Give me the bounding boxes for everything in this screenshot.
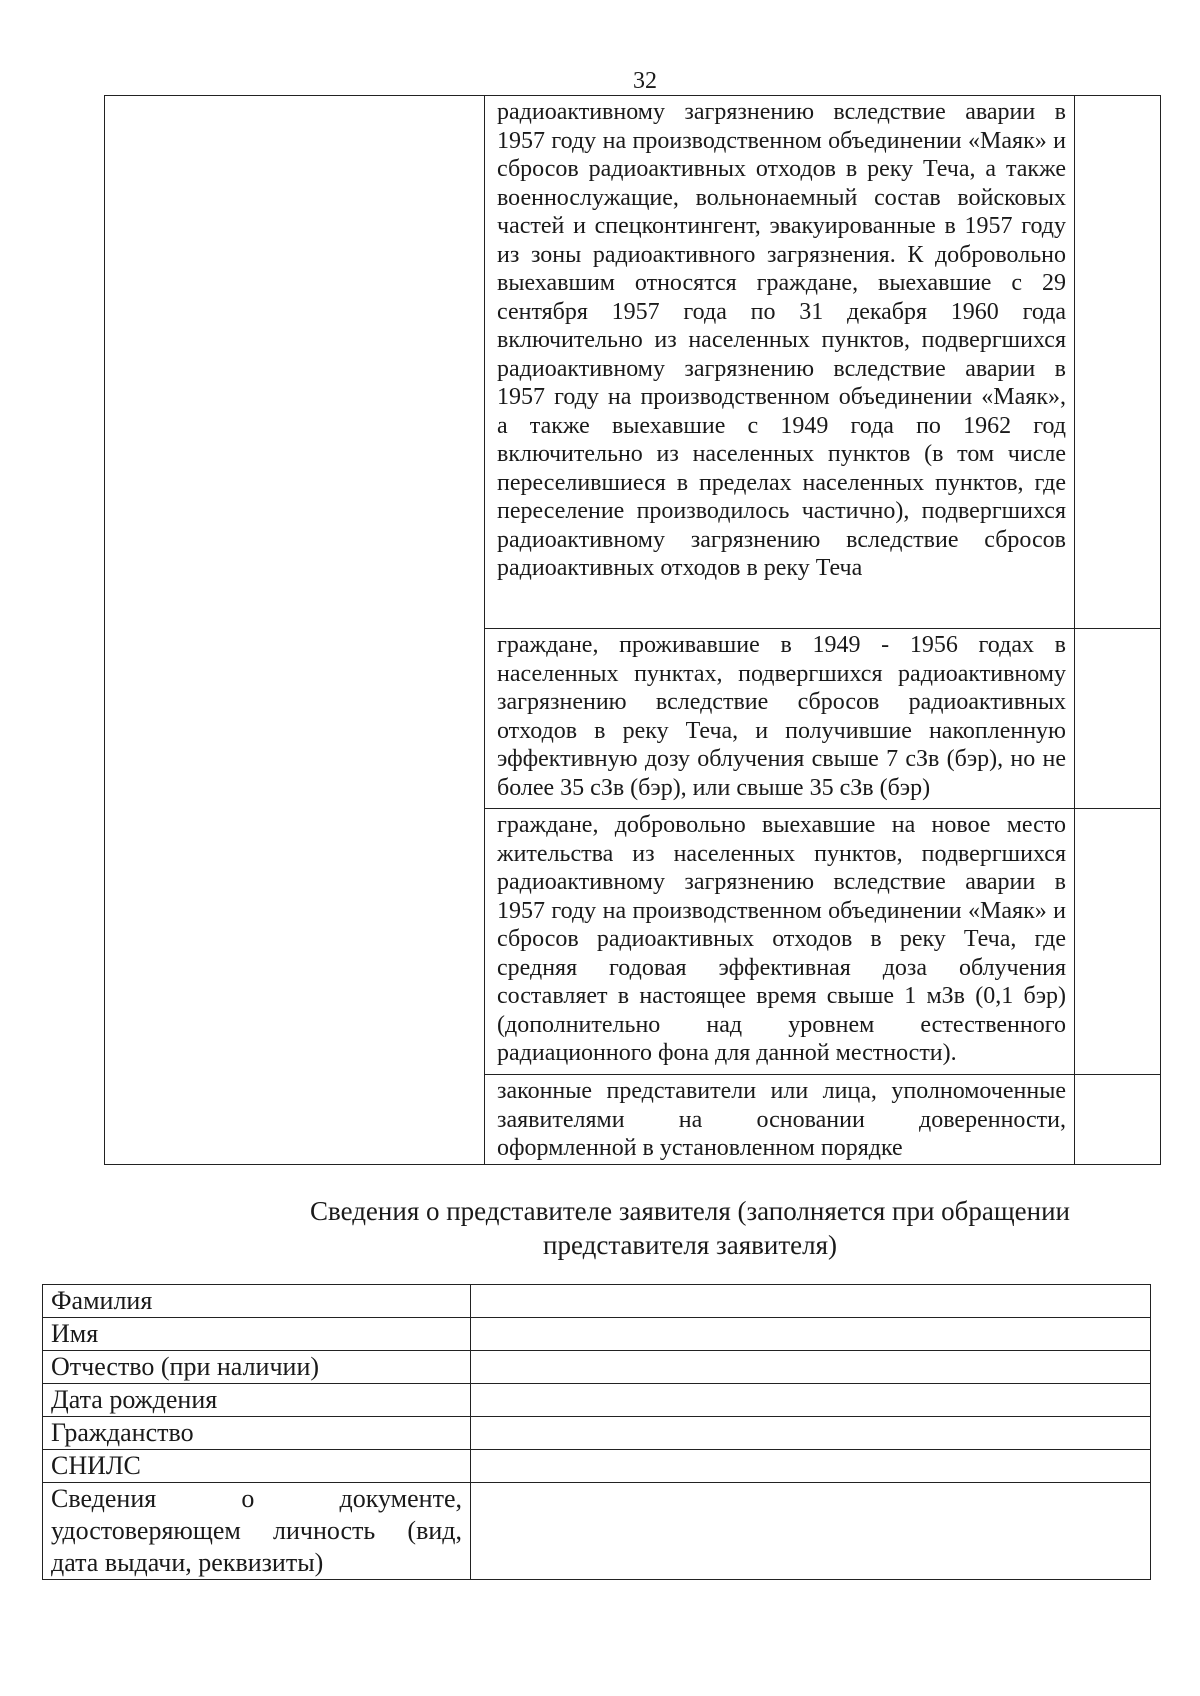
criteria-text-cell: законные представители или лица, уполномоченные заявителями на основании доверенности, оформленной в установленном порядке <box>485 1075 1075 1165</box>
empty-category-cell <box>105 96 485 1165</box>
table-row <box>43 1318 1151 1351</box>
page-number: 32 <box>633 68 657 94</box>
table-row <box>105 96 1161 629</box>
representative-table <box>42 1284 1151 1580</box>
field-value-input[interactable] <box>471 1483 1151 1580</box>
field-label: Отчество (при наличии) <box>43 1351 471 1384</box>
field-value-input[interactable] <box>471 1417 1151 1450</box>
field-label: Дата рождения <box>43 1384 471 1417</box>
checkbox-cell[interactable] <box>1075 1075 1161 1165</box>
checkbox-cell[interactable] <box>1075 629 1161 809</box>
field-label: Имя <box>43 1318 471 1351</box>
criteria-text-cell: граждане, добровольно выехавшие на новое место жительства из населенных пунктов, подвергшихся радиоактивному загрязнению вследствие аварии в 1957 году на производственном объединении «Маяк» и сбросов радиоактивных отходов в реку Теча, где средняя годовая эффективная доза облучения составляет в настоящее время свыше 1 мЗв (0,1 бэр) (дополнительно над уровнем естественного радиационного фона для данной местности). <box>485 809 1075 1075</box>
table-row <box>43 1351 1151 1384</box>
table-row <box>43 1417 1151 1450</box>
checkbox-cell[interactable] <box>1075 809 1161 1075</box>
field-value-input[interactable] <box>471 1285 1151 1318</box>
criteria-table <box>104 95 1161 1165</box>
field-label: СНИЛС <box>43 1450 471 1483</box>
criteria-text-cell: граждане, проживавшие в 1949 - 1956 годах в населенных пунктах, подвергшихся радиоактивному загрязнению вследствие сбросов радиоактивных отходов в реку Теча, и получившие накопленную эффективную дозу облучения свыше 7 сЗв (бэр), но не более 35 сЗв (бэр), или свыше 35 сЗв (бэр) <box>485 629 1075 809</box>
section-heading <box>270 1194 1110 1262</box>
section-heading-line: представителя заявителя) <box>543 1230 837 1260</box>
section-heading-line: Сведения о представителе заявителя (заполняется при обращении <box>309 1196 1071 1226</box>
field-value-input[interactable] <box>471 1450 1151 1483</box>
checkbox-cell[interactable] <box>1075 96 1161 629</box>
field-label: Сведения о документе, удостоверяющем личность (вид, дата выдачи, реквизиты) <box>43 1483 471 1580</box>
field-label: Гражданство <box>43 1417 471 1450</box>
table-row <box>43 1450 1151 1483</box>
field-label: Фамилия <box>43 1285 471 1318</box>
table-row <box>43 1384 1151 1417</box>
field-value-input[interactable] <box>471 1384 1151 1417</box>
field-value-input[interactable] <box>471 1351 1151 1384</box>
criteria-text-cell: радиоактивному загрязнению вследствие аварии в 1957 году на производственном объединении «Маяк» и сбросов радиоактивных отходов в реку Теча, а также военнослужащие, вольнонаемный состав войсковых частей и спецконтингент, эвакуированные в 1957 году из зоны радиоактивного загрязнения. К добровольно выехавшим относятся граждане, выехавшие с 29 сентября 1957 года по 31 декабря 1960 года включительно из населенных пунктов, подвергшихся радиоактивному загрязнению вследствие аварии в 1957 году на производственном объединении «Маяк», а также выехавшие с 1949 года по 1962 год включительно из населенных пунктов (в том числе переселившиеся в пределах населенных пунктов, где переселение производилось частично), подвергшихся радиоактивному загрязнению вследствие сбросов радиоактивных отходов в реку Теча <box>485 96 1075 629</box>
table-row <box>43 1285 1151 1318</box>
table-row <box>43 1483 1151 1580</box>
field-value-input[interactable] <box>471 1318 1151 1351</box>
